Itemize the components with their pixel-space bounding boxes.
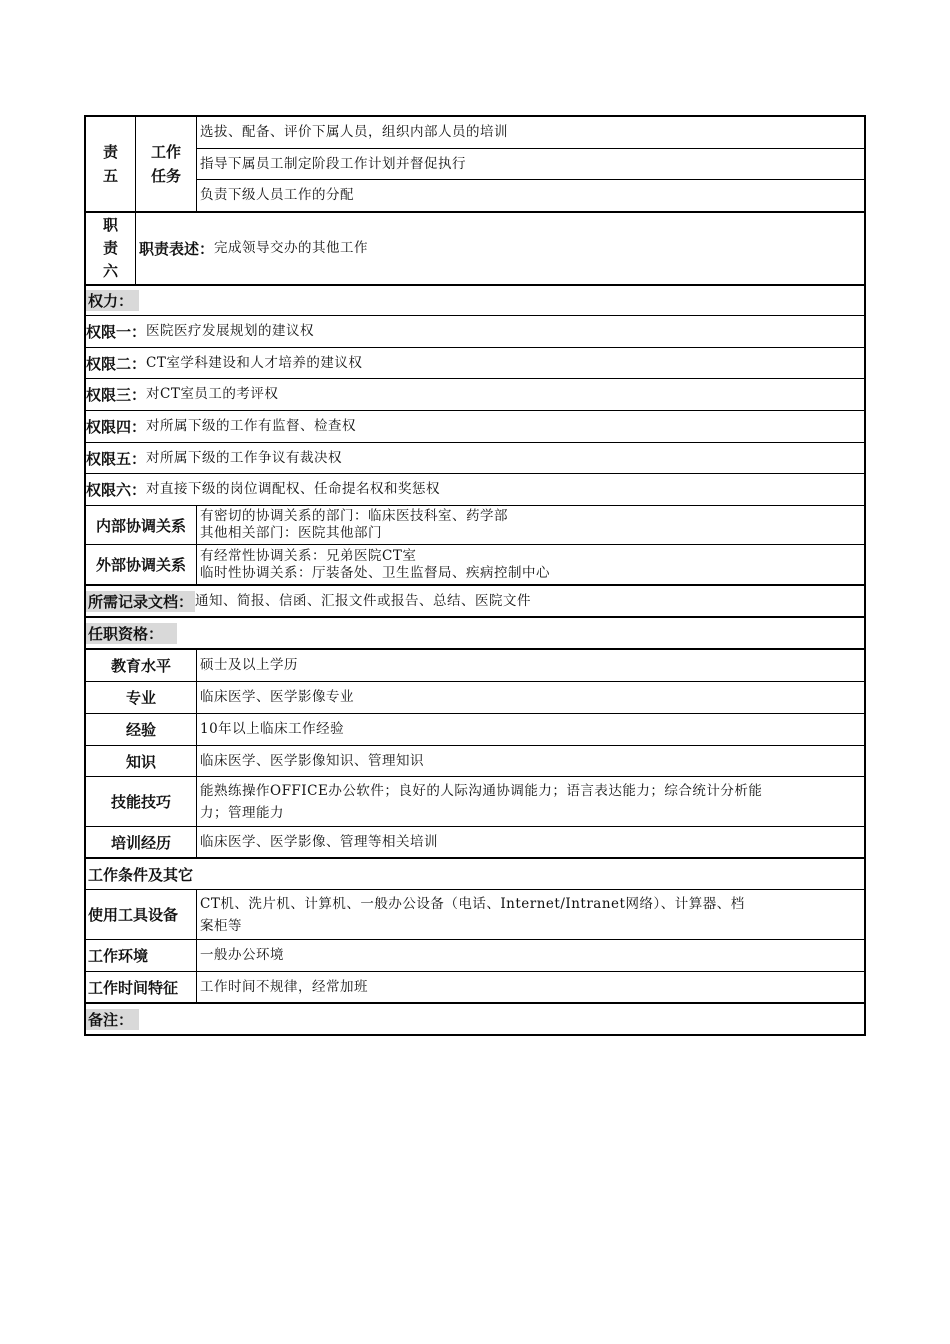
duty-six-char: 六 (102, 262, 118, 280)
duty-six-char: 职 (102, 216, 118, 234)
authority-item (86, 348, 362, 378)
duty-five-label (86, 117, 136, 211)
duty-six-row (86, 213, 864, 286)
authority-text: CT室学科建设和人才培养的建议权 (146, 354, 363, 371)
task-item: 指导下属员工制定阶段工作计划并督促执行 (197, 149, 864, 180)
duty-five-row (86, 117, 864, 213)
authority-label: 权限六： (86, 481, 147, 499)
qualification-value: 临床医学、医学影像、管理等相关培训 (200, 833, 438, 850)
working-time-value: 工作时间不规律，经常加班 (200, 978, 368, 995)
task-item: 选拔、配备、评价下属人员，组织内部人员的培训 (197, 117, 864, 149)
qualification-label: 技能技巧 (86, 777, 197, 826)
records-label: 所需记录文档： (88, 592, 194, 611)
qualification-row (86, 714, 864, 746)
job-description-table (84, 115, 866, 1036)
qualification-value: 临床医学、医学影像知识、管理知识 (200, 752, 424, 769)
qualification-row (86, 827, 864, 859)
tools-line: CT机、洗片机、计算机、一般办公设备（电话、Internet/Intranet网络）、计算器、档 (200, 895, 745, 912)
tools-label: 使用工具设备 (86, 890, 197, 939)
qualification-label: 经验 (86, 714, 197, 745)
qualification-label: 教育水平 (86, 650, 197, 681)
environment-row (86, 940, 864, 972)
authority-text: 对CT室员工的考评权 (146, 386, 279, 402)
duty-five-char: 五 (102, 167, 118, 185)
authority-text: 对所属下级的工作争议有裁决权 (146, 449, 343, 466)
tools-line: 案柜等 (200, 917, 242, 934)
authority-text: 对所属下级的工作有监督、检查权 (146, 418, 357, 434)
records-cell (86, 586, 531, 616)
qualifications-header-text: 任职资格： (86, 623, 177, 644)
working-time-row (86, 972, 864, 1003)
coordination-line: 其他相关部门：医院其他部门 (200, 525, 382, 541)
environment-value: 一般办公环境 (200, 947, 284, 963)
authority-item (86, 411, 356, 442)
authority-label: 权限一： (86, 323, 147, 341)
authority-header-row (86, 286, 864, 316)
records-text: 通知、简报、信函、汇报文件或报告、总结、医院文件 (195, 592, 532, 609)
authority-label: 权限二： (86, 354, 147, 373)
authority-item (86, 316, 314, 347)
qualification-value: 10年以上临床工作经验 (200, 721, 345, 737)
coordination-line: 临时性协调关系：厅装备处、卫生监督局、疾病控制中心 (200, 564, 550, 581)
qualification-row (86, 777, 864, 827)
qualification-value: 临床医学、医学影像专业 (200, 689, 354, 705)
qualification-label: 专业 (86, 682, 197, 713)
internal-coordination-value (197, 506, 864, 544)
records-row (86, 586, 864, 618)
authority-item (86, 379, 278, 410)
tools-row (86, 890, 864, 940)
tools-value (197, 890, 864, 939)
authority-row (86, 379, 864, 411)
duty-six-label (86, 213, 136, 284)
authority-row (86, 411, 864, 443)
duty-five-char: 责 (102, 143, 118, 161)
task-item: 负责下级人员工作的分配 (200, 187, 354, 203)
duty-six-desc-label: 职责表述： (139, 240, 215, 258)
authority-row (86, 474, 864, 506)
authority-item (86, 474, 440, 505)
qualification-row (86, 746, 864, 777)
authority-label: 权限五： (86, 449, 147, 468)
coordination-line: 有经常性协调关系：兄弟医院CT室 (200, 547, 417, 564)
qualification-label: 培训经历 (86, 827, 197, 857)
remarks-row (86, 1003, 864, 1034)
internal-coordination-row (86, 506, 864, 545)
qualifications-header-row (86, 618, 864, 650)
working-time-label: 工作时间特征 (86, 972, 197, 1002)
qualification-line: 能熟练操作OFFICE办公软件；良好的人际沟通协调能力；语言表达能力；综合统计分析能 (200, 782, 763, 799)
authority-label: 权限三： (86, 386, 147, 404)
qualification-row (86, 682, 864, 714)
authority-row (86, 443, 864, 474)
conditions-header-row (86, 859, 864, 890)
qualification-line: 力；管理能力 (200, 804, 284, 821)
authority-row (86, 316, 864, 348)
environment-label: 工作环境 (86, 940, 197, 971)
task-label-line: 工作 (150, 143, 181, 161)
qualification-value (197, 777, 864, 826)
qualifications-header (86, 618, 177, 648)
duty-six-description (136, 213, 864, 284)
remarks-label: 备注： (86, 1009, 139, 1030)
qualification-row (86, 650, 864, 682)
qualification-value: 硕士及以上学历 (200, 657, 298, 673)
duty-six-char: 责 (102, 239, 118, 257)
internal-coordination-label: 内部协调关系 (86, 506, 197, 544)
task-label-line: 任务 (150, 167, 181, 185)
duty-six-desc-text: 完成领导交办的其他工作 (214, 240, 369, 256)
authority-row (86, 348, 864, 379)
external-coordination-label: 外部协调关系 (86, 545, 197, 584)
authority-text: 对直接下级的岗位调配权、任命提名权和奖惩权 (146, 481, 441, 497)
authority-item (86, 443, 342, 473)
external-coordination-row (86, 545, 864, 586)
authority-label: 权限四： (86, 418, 147, 436)
task-list (197, 117, 864, 211)
qualification-label: 知识 (86, 746, 197, 776)
conditions-header: 工作条件及其它 (88, 865, 194, 884)
authority-header-text: 权力： (86, 290, 139, 311)
external-coordination-value (197, 545, 864, 584)
coordination-line: 有密切的协调关系的部门：临床医技科室、药学部 (200, 508, 508, 524)
task-label (136, 117, 197, 211)
remarks-cell (86, 1004, 139, 1034)
authority-header (86, 286, 139, 315)
authority-text: 医院医疗发展规划的建议权 (146, 323, 315, 339)
